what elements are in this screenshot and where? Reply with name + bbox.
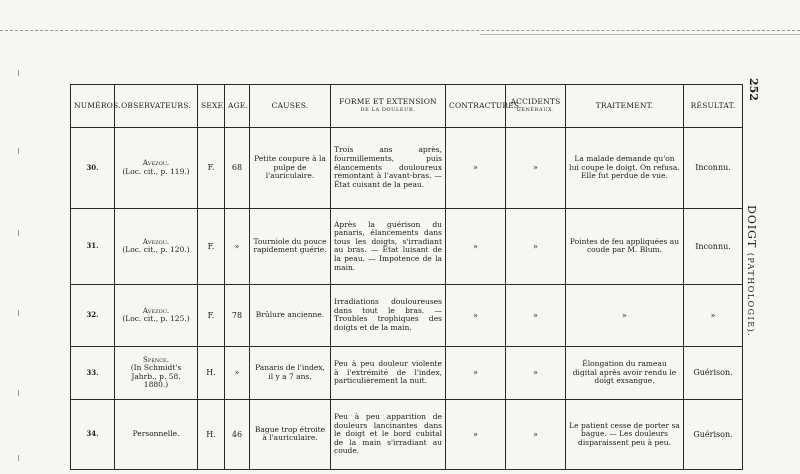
cell-causes: Panaris de l'index, il y a 7 ans. [250, 346, 331, 399]
header-resultat: RÉSULTAT. [684, 85, 743, 128]
cell-age: 78 [225, 285, 250, 347]
cell-sexe: H. [198, 399, 225, 469]
cell-sexe: F. [198, 208, 225, 284]
observer-name: Avezou. [142, 306, 170, 315]
cell-causes: Bague trop étroite à l'auriculaire. [250, 399, 331, 469]
table-row [71, 346, 743, 399]
header-row [71, 85, 743, 128]
top-solid-rule [480, 34, 800, 35]
running-title-sub: (PATHOLOGIE). [746, 252, 755, 338]
observer-name: Avezou. [142, 159, 170, 168]
cell-contractures: » [446, 399, 506, 469]
header-forme [331, 85, 446, 128]
cell-age: » [225, 208, 250, 284]
cell-traitement: » [566, 285, 684, 347]
cell-causes: Tourniole du pouce rapidement guérie. [250, 208, 331, 284]
cell-observateur [115, 399, 198, 469]
cell-traitement: Le patient cesse de porter sa bague. — Les douleurs disparaissent peu à peu. [566, 399, 684, 469]
cell-traitement: Élongation du rameau digital après avoir rendu le doigt exsangue. [566, 346, 684, 399]
page-number: 252 [747, 78, 760, 101]
cell-accidents: » [506, 128, 566, 209]
cell-accidents: » [506, 399, 566, 469]
table-row [71, 399, 743, 469]
cell-traitement: Pointes de feu appliquées au coude par M. Blum. [566, 208, 684, 284]
observations-table [70, 84, 743, 470]
cell-causes: Petite coupure à la pulpe de l'auriculaire. [250, 128, 331, 209]
cell-accidents: » [506, 285, 566, 347]
cell-sexe: F. [198, 128, 225, 209]
observer-source: (Loc. cit., p. 125.) [122, 314, 190, 324]
cell-forme: Irradiations douloureuses dans tout le bras. — Troubles trophiques des doigts et de la main. [331, 285, 446, 347]
table-row [71, 128, 743, 209]
cell-observateur [115, 208, 198, 284]
cell-resultat: » [684, 285, 743, 347]
cell-num: 32. [71, 285, 115, 347]
cell-contractures: » [446, 128, 506, 209]
cell-contractures: » [446, 285, 506, 347]
top-dashed-rule [0, 30, 800, 31]
cell-num: 33. [71, 346, 115, 399]
observer-source: (Loc. cit., p. 120.) [122, 245, 190, 255]
cell-age: » [225, 346, 250, 399]
table-row [71, 285, 743, 347]
observer-source: (In Schmidt's Jahrb., p. 58, 1880.) [130, 363, 182, 390]
header-accidents-sub: GÉNÉRAUX. [516, 106, 555, 113]
cell-contractures: » [446, 346, 506, 399]
cell-num: 30. [71, 128, 115, 209]
header-forme-label: FORME ET EXTENSION [339, 97, 437, 107]
cell-forme: Après la guérison du panaris, élancements dans tous les doigts, s'irradiant au bras. — État luisant de la peau. — Impotence de la main. [331, 208, 446, 284]
observer-name: Spence. [143, 355, 169, 364]
cell-forme: Trois ans après, fourmillements, puis élancements douloureux remontant à l'avant-bras. — État cuisant de la peau. [331, 128, 446, 209]
cell-sexe: F. [198, 285, 225, 347]
observer-name: Avezou. [142, 237, 170, 246]
header-accidents [506, 85, 566, 128]
cell-resultat: Inconnu. [684, 128, 743, 209]
cell-accidents: » [506, 208, 566, 284]
cell-causes: Brûlure ancienne. [250, 285, 331, 347]
cell-age: 46 [225, 399, 250, 469]
header-observateurs: OBSERVATEURS. [115, 85, 198, 128]
header-causes: CAUSES. [250, 85, 331, 128]
cell-resultat: Guérison. [684, 346, 743, 399]
cell-observateur [115, 285, 198, 347]
header-age: AGE. [225, 85, 250, 128]
cell-resultat: Inconnu. [684, 208, 743, 284]
observer-source: (Loc. cit., p. 119.) [122, 166, 190, 176]
cell-num: 31. [71, 208, 115, 284]
header-contractures: CONTRACTURES. [446, 85, 506, 128]
cell-age: 68 [225, 128, 250, 209]
cell-accidents: » [506, 346, 566, 399]
cell-resultat: Guérison. [684, 399, 743, 469]
cell-sexe: H. [198, 346, 225, 399]
observer-name: Personnelle. [132, 429, 180, 439]
cell-observateur [115, 128, 198, 209]
header-forme-sub: DE LA DOULEUR. [360, 106, 416, 113]
running-title [745, 205, 758, 337]
header-sexe: SEXE. [198, 85, 225, 128]
cell-traitement: La malade demande qu'on lui coupe le doigt. On refusa. Elle fut perdue de vue. [566, 128, 684, 209]
binding-margin-marks [18, 70, 22, 470]
table-row [71, 208, 743, 284]
running-title-main: DOIGT [745, 205, 758, 249]
cell-num: 34. [71, 399, 115, 469]
cell-contractures: » [446, 208, 506, 284]
cell-forme: Peu à peu apparition de douleurs lancinantes dans le doigt et le bord cubital de la main s'irradiant au coude. [331, 399, 446, 469]
header-traitement: TRAITEMENT. [566, 85, 684, 128]
header-numeros: NUMÉROS. [71, 85, 115, 128]
header-accidents-label: ACCIDENTS [510, 97, 561, 107]
cell-observateur [115, 346, 198, 399]
cell-forme: Peu à peu douleur violente à l'extrémité de l'index, particulièrement la nuit. [331, 346, 446, 399]
